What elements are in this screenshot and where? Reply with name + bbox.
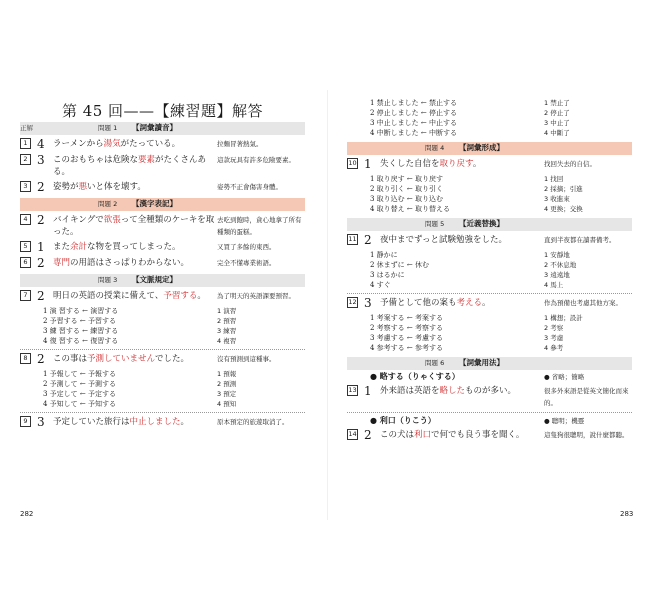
option: 1 取り戻す ← 取り戻す 1 找回 xyxy=(370,175,564,183)
question-6 xyxy=(20,257,305,270)
option: 3 考慮する ← 考慮する 3 考慮 xyxy=(370,334,564,342)
divider xyxy=(20,349,305,350)
section-name: 【詞彙讀音】 xyxy=(132,123,177,132)
sentence: 失くした自信を取り戻す。 xyxy=(380,159,482,169)
divider xyxy=(20,412,305,413)
question-number: 6 xyxy=(20,257,31,268)
question-10 xyxy=(347,158,632,171)
section-header-2 xyxy=(20,198,305,211)
sentence: ラーメンから湯気がたっている。 xyxy=(53,139,181,149)
vocab-heading: ● 利口（りこう） ● 聰明；機靈 xyxy=(370,416,585,425)
question-number: 13 xyxy=(348,386,357,394)
section-number: 問題 5 xyxy=(425,220,445,228)
translation: 這隻狗很聰明，說什麼都聽。 xyxy=(544,431,629,439)
question-number: 8 xyxy=(20,353,31,364)
answer: 2 xyxy=(364,233,372,247)
right-page xyxy=(347,98,632,445)
question-9-options xyxy=(347,98,632,138)
answers-label: 正解 xyxy=(20,124,33,132)
question-5 xyxy=(20,241,305,254)
left-page-number: 282 xyxy=(20,510,34,518)
question-number: 4 xyxy=(20,214,31,225)
vocab-heading: ● 略する（りゃくする） ● 省略；簡略 xyxy=(370,372,585,381)
translation: 沒有預測到這種事。 xyxy=(217,355,276,363)
translation: 又買了多餘的東西。 xyxy=(217,243,276,251)
answer: 3 xyxy=(364,296,372,310)
translation: 拉麵冒著熱氣。 xyxy=(217,140,263,148)
answer: 3 xyxy=(37,153,45,167)
option: 3 練 習する ← 練習する 3 練習 xyxy=(43,327,237,335)
option: 4 中断しました ← 中断する 4 中斷了 xyxy=(370,129,570,137)
answer: 1 xyxy=(364,384,372,398)
option: 1 静かに 1 安靜地 xyxy=(370,251,570,259)
question-11 xyxy=(347,234,632,247)
option: 2 取り引く ← 取り引く 2 採摘；引進 xyxy=(370,185,583,193)
question-8-options xyxy=(20,369,305,409)
question-12 xyxy=(347,297,632,310)
question-3 xyxy=(20,181,305,194)
option: 1 予報して ← 予報する 1 預報 xyxy=(43,370,237,378)
section-name: 【詞彙形成】 xyxy=(459,143,504,152)
option: 2 考察する ← 考察する 2 考察 xyxy=(370,324,564,332)
question-number: 1 xyxy=(20,138,31,149)
section-header-1 xyxy=(20,122,305,135)
question-number: 11 xyxy=(348,235,357,243)
question-9 xyxy=(20,416,305,429)
translation: 這款玩具有許多危險要素。 xyxy=(217,156,295,164)
question-1 xyxy=(20,138,305,151)
sentence: 姿勢が悪いと体を壊す。 xyxy=(53,182,146,192)
option: 3 中止しました ← 中止する 3 中止了 xyxy=(370,119,570,127)
translation: 原本預定的旅遊取消了。 xyxy=(217,418,289,426)
translation: 作為預備也考慮其他方案。 xyxy=(544,299,622,307)
question-number: 3 xyxy=(20,181,31,192)
option: 1 禁止しました ← 禁止する 1 禁止了 xyxy=(370,99,570,107)
sentence: バイキングで欲張って全種類のケーキを取った。 xyxy=(53,215,215,237)
divider xyxy=(347,412,632,413)
question-14 xyxy=(347,429,632,442)
sentence: 外来語は英語を略したものが多い。 xyxy=(380,386,517,396)
option: 3 はるかに 3 遠遠地 xyxy=(370,271,570,279)
translation: 直到半夜都在讀書備考。 xyxy=(544,236,616,244)
question-2 xyxy=(20,154,305,178)
sentence: このおもちゃは危険な要素がたくさんある。 xyxy=(53,155,207,177)
sentence: また余計な物を買ってしまった。 xyxy=(53,242,181,252)
sentence: この事は予測していませんでした。 xyxy=(53,354,190,364)
section-number: 問題 2 xyxy=(98,200,118,208)
question-7 xyxy=(20,290,305,303)
section-number: 問題 1 xyxy=(98,124,118,132)
answer: 1 xyxy=(37,240,45,254)
translation: 找回失去的自信。 xyxy=(544,160,596,168)
sentence: この犬は利口で何でも良う事を聞く。 xyxy=(380,430,525,440)
sentence: 専門の用語はさっぱりわからない。 xyxy=(53,258,190,268)
page-gutter xyxy=(327,90,328,520)
question-number: 7 xyxy=(20,290,31,301)
question-number: 9 xyxy=(20,416,31,427)
section-header-6 xyxy=(347,357,632,370)
option: 4 すぐ 4 馬上 xyxy=(370,281,564,289)
sentence: 明日の英語の授業に備えて、予習する。 xyxy=(53,291,206,301)
answer: 2 xyxy=(37,256,45,270)
section-header-3 xyxy=(20,274,305,287)
answer: 1 xyxy=(364,157,372,171)
option: 3 予定して ← 予定する 3 預定 xyxy=(43,390,237,398)
option: 1 演 習する ← 演習する 1 演習 xyxy=(43,307,237,315)
question-13 xyxy=(347,385,632,409)
option: 4 取り替え ← 取り替える 4 更換；交換 xyxy=(370,205,583,213)
section-header-5 xyxy=(347,218,632,231)
option: 2 予測して ← 予測する 2 預測 xyxy=(43,380,237,388)
sentence: 夜中までずっと試験勉強をした。 xyxy=(380,235,507,245)
option: 1 考案する ← 考案する 1 構想；設計 xyxy=(370,314,583,322)
section-number: 問題 3 xyxy=(98,276,118,284)
question-number: 14 xyxy=(348,430,357,438)
question-10-options xyxy=(347,174,632,214)
divider xyxy=(347,293,632,294)
right-page-number: 283 xyxy=(620,510,634,518)
option: 2 予習する ← 予習する 2 預習 xyxy=(43,317,237,325)
answer: 2 xyxy=(37,289,45,303)
option: 4 参考する ← 参考する 4 參考 xyxy=(370,344,564,352)
translation: 姿勢不正會傷害身體。 xyxy=(217,183,282,191)
option: 4 予知して ← 予知する 4 預知 xyxy=(43,400,237,408)
section-number: 問題 6 xyxy=(425,359,445,367)
answer: 3 xyxy=(37,415,45,429)
sentence: 予定していた旅行は中止しました。 xyxy=(53,417,190,427)
option: 2 休まずに ← 休む 2 不休息地 xyxy=(370,261,577,269)
section-name: 【漢字表記】 xyxy=(132,199,177,208)
question-11-options xyxy=(347,250,632,290)
answer: 2 xyxy=(37,213,45,227)
question-7-options xyxy=(20,306,305,346)
page-title: 第 45 回——【練習題】解答 xyxy=(61,102,264,120)
translation: 很多外來語是從英文簡化而來的。 xyxy=(544,387,629,407)
section-name: 【文脈規定】 xyxy=(132,275,177,284)
section-name: 【近義替換】 xyxy=(459,219,504,228)
answer: 2 xyxy=(37,180,45,194)
translation: 完全不懂專業術語。 xyxy=(217,259,276,267)
question-number: 10 xyxy=(348,159,357,167)
answer: 2 xyxy=(364,428,372,442)
translation: 去吃到飽時，貪心地拿了所有種類的蛋糕。 xyxy=(217,216,302,236)
option: 4 復 習する ← 復習する 4 複習 xyxy=(43,337,237,345)
answer: 4 xyxy=(37,137,45,151)
section-number: 問題 4 xyxy=(425,144,445,152)
left-page xyxy=(20,118,305,432)
question-number: 2 xyxy=(20,154,31,165)
option: 3 取り込む ← 取り込む 3 收進來 xyxy=(370,195,570,203)
sentence: 予備として他の案も考える。 xyxy=(380,298,491,308)
translation: 為了明天的英語課要預習。 xyxy=(217,292,295,300)
section-header-4 xyxy=(347,142,632,155)
question-number: 12 xyxy=(348,298,357,306)
question-12-options xyxy=(347,313,632,353)
option: 2 停止しました ← 停止する 2 停止了 xyxy=(370,109,570,117)
question-number: 5 xyxy=(20,241,31,252)
question-8 xyxy=(20,353,305,366)
question-4 xyxy=(20,214,305,238)
answer: 2 xyxy=(37,352,45,366)
section-name: 【詞彙用法】 xyxy=(459,358,504,367)
